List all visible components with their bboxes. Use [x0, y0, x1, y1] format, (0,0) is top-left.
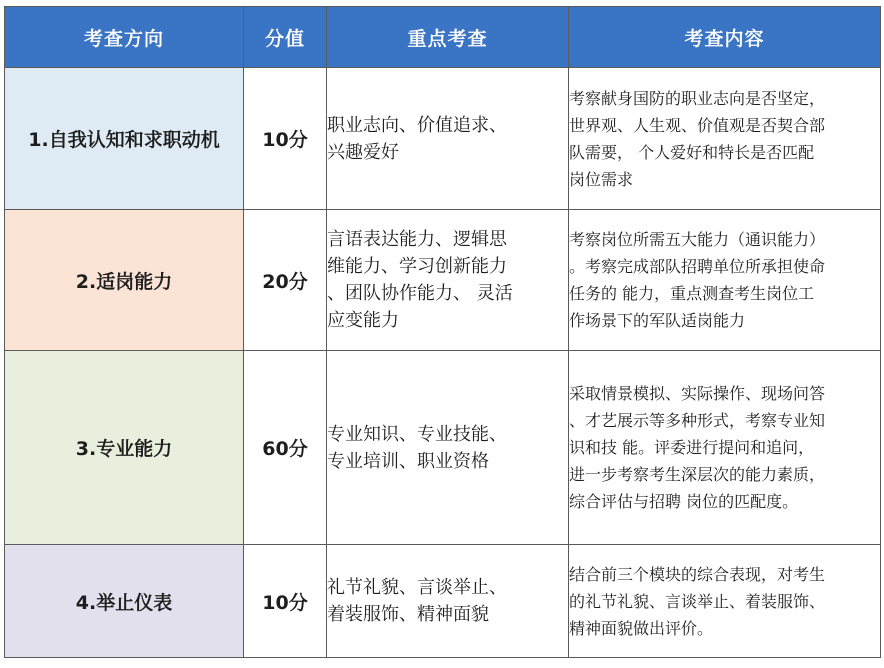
focus-cell	[327, 68, 569, 210]
header-score: 分值	[244, 7, 327, 68]
content-line: 、才艺展示等多种形式，考察专业知	[569, 411, 826, 430]
content-line: 考察献身国防的职业志向是否坚定，	[569, 88, 826, 108]
content-line: 岗位需求	[569, 169, 634, 189]
header-content: 考查内容	[569, 7, 881, 68]
table-row	[5, 210, 881, 351]
focus-line: 职业志向、价值追求、	[327, 114, 507, 136]
content-line: 精神面貌做出评价。	[569, 618, 714, 638]
focus-line: 专业知识、专业技能、	[327, 423, 507, 445]
content-line: 世界观、人生观、价值观是否契合部	[569, 115, 826, 135]
header-focus: 重点考查	[327, 7, 569, 68]
assessment-table	[4, 6, 881, 658]
focus-line: 维能力、学习创新能力	[327, 256, 507, 277]
dimension-cell: 4.举止仪表	[5, 545, 244, 658]
content-cell	[569, 210, 881, 351]
dimension-cell: 3.专业能力	[5, 351, 244, 545]
header-row	[5, 7, 881, 68]
score-cell: 10分	[244, 68, 327, 210]
score-cell: 10分	[244, 545, 327, 658]
dimension-cell: 2.适岗能力	[5, 210, 244, 351]
focus-line: 、团队协作能力、 灵活	[327, 283, 513, 304]
focus-cell	[327, 545, 569, 658]
table-row	[5, 351, 881, 545]
score-cell: 60分	[244, 351, 327, 545]
content-line: 进一步考察考生深层次的能力素质，	[569, 465, 826, 484]
content-cell	[569, 68, 881, 210]
content-line: 综合评估与招聘 岗位的匹配度。	[569, 492, 799, 511]
content-line: 队需要， 个人爱好和特长是否匹配	[569, 142, 815, 162]
content-line: 作场景下的军队适岗能力	[569, 311, 746, 330]
table-row	[5, 68, 881, 210]
content-line: 考察岗位所需五大能力（通识能力）	[569, 230, 826, 249]
focus-line: 专业培训、职业资格	[327, 450, 489, 472]
content-line: 任务的 能力，重点测查考生岗位工	[569, 284, 815, 303]
content-line: 结合前三个模块的综合表现，对考生	[569, 564, 826, 584]
content-line: 采取情景模拟、实际操作、现场问答	[569, 384, 826, 403]
focus-cell	[327, 351, 569, 545]
content-line: 。考察完成部队招聘单位所承担使命	[569, 257, 826, 276]
focus-line: 言语表达能力、逻辑思	[327, 229, 507, 250]
focus-cell	[327, 210, 569, 351]
focus-line: 应变能力	[327, 310, 399, 331]
content-cell	[569, 545, 881, 658]
header-direction: 考查方向	[5, 7, 244, 68]
dimension-cell: 1.自我认知和求职动机	[5, 68, 244, 210]
score-cell: 20分	[244, 210, 327, 351]
content-cell	[569, 351, 881, 545]
content-line: 识和技 能。评委进行提问和追问，	[569, 438, 815, 457]
focus-line: 兴趣爱好	[327, 141, 399, 163]
focus-line: 礼节礼貌、言谈举止、	[327, 577, 507, 598]
focus-line: 着装服饰、精神面貌	[327, 604, 489, 625]
table-row	[5, 545, 881, 658]
content-line: 的礼节礼貌、言谈举止、着装服饰、	[569, 591, 826, 611]
